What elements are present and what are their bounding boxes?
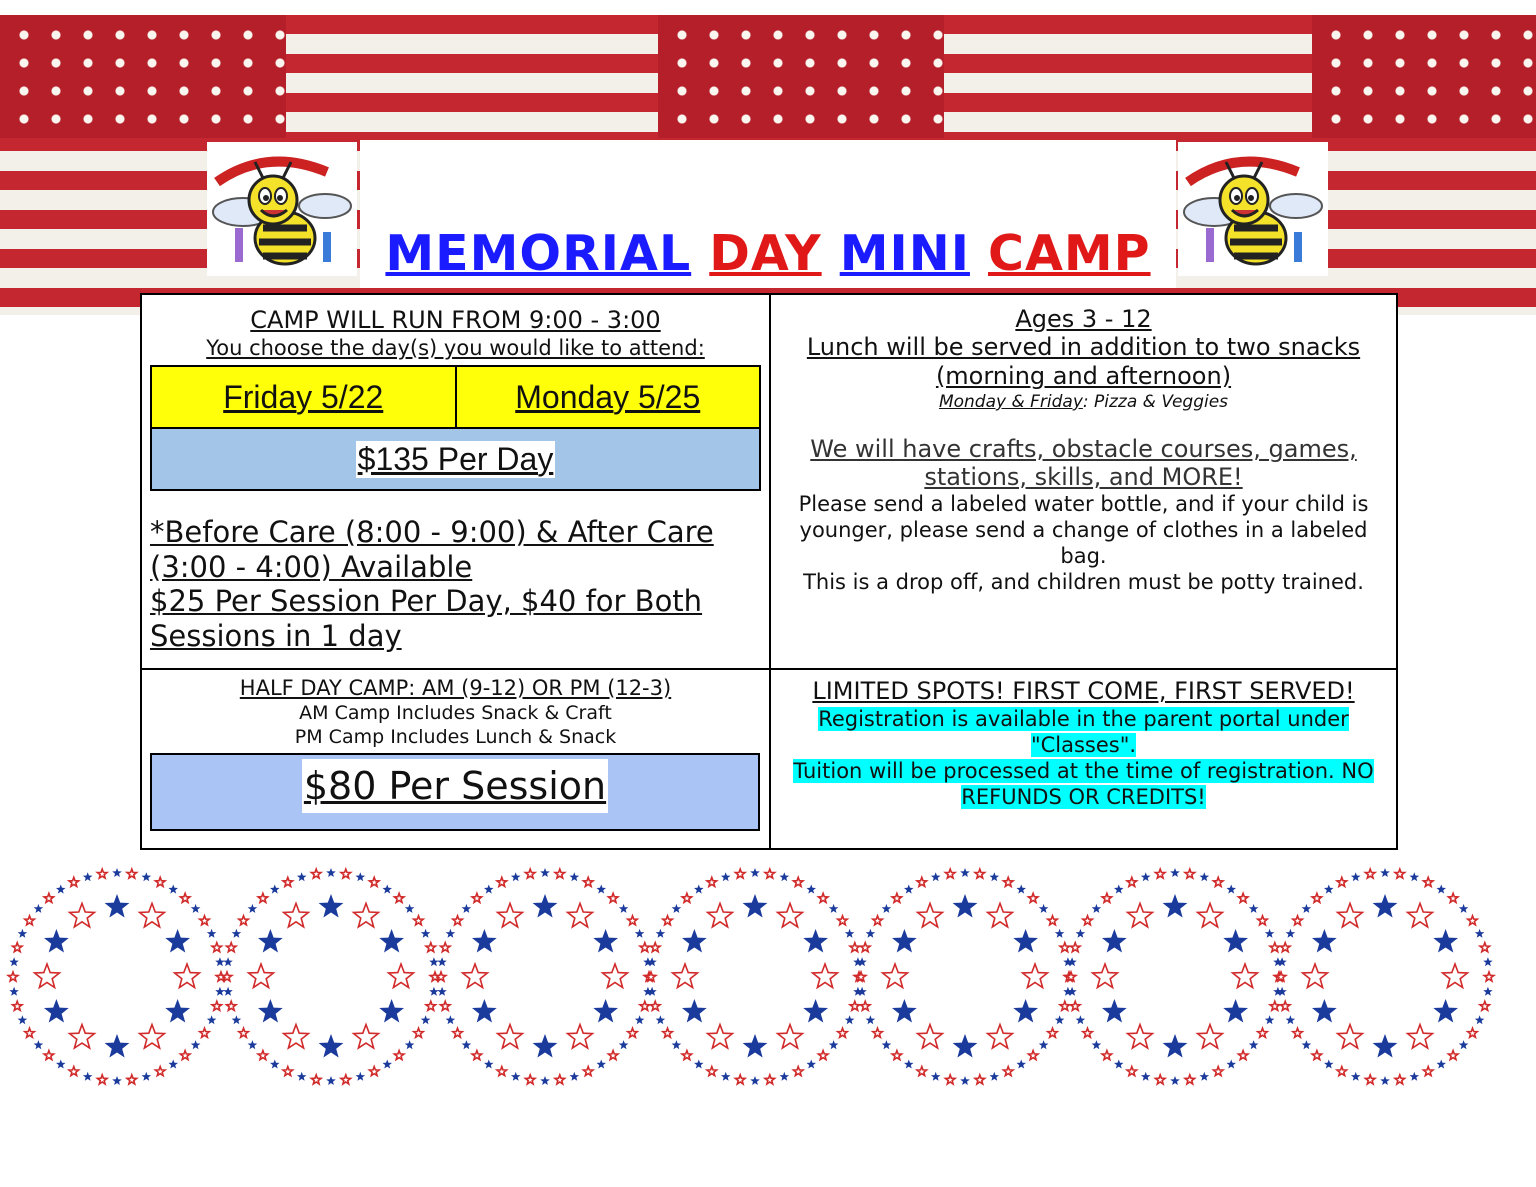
pm-camp-text: PM Camp Includes Lunch & Snack [294,726,617,748]
lunch-text: Lunch will be served in addition to two snacks (morning and afternoon) [806,333,1361,390]
title-panel [360,140,1176,288]
menu-days: Monday & Friday [938,392,1083,412]
am-camp-text: AM Camp Includes Snack & Craft [299,702,612,724]
care-pricing: $25 Per Session Per Day, $40 for Both Sessions in 1 day [150,584,703,653]
water-bottle-text: Please send a labeled water bottle, and if your child is younger, please send a change of clothes in a labeled bag. [798,492,1369,568]
flag-stars-right [1312,15,1536,138]
extended-care-info [150,515,762,653]
bee-logo-left [207,142,357,276]
day-option-friday: Friday 5/22 [223,378,384,415]
limited-spots-heading: LIMITED SPOTS! FIRST COME, FIRST SERVED! [812,677,1355,705]
schedule-subheading: You choose the day(s) you would like to attend: [206,336,705,360]
flag-stars-left [0,15,286,138]
session-price-box [150,753,760,831]
half-day-heading: HALF DAY CAMP: AM (9-12) OR PM (12-3) [239,676,672,700]
day-option-monday: Monday 5/25 [455,367,760,427]
portal-text-wrap [771,706,1396,758]
care-hours: *Before Care (8:00 - 9:00) & After Care (3:00 - 4:00) Available [150,515,714,584]
session-price: $80 Per Session [302,759,608,813]
menu-food: : Pizza & Veggies [1082,392,1229,412]
ages-text: Ages 3 - 12 [1015,305,1152,333]
registration-cell [771,670,1396,848]
schedule-cell [142,295,769,668]
daily-price-row [152,427,759,489]
bee-mascot-icon [207,142,357,276]
info-table [140,293,1398,850]
title-word-camp: CAMP [988,225,1151,282]
day-options-box [150,365,761,491]
bee-logo-right [1178,142,1328,276]
menu-text [771,391,1396,413]
title-word-mini: MINI [839,225,970,282]
title-word-day: DAY [709,225,822,282]
title-word-memorial: MEMORIAL [385,225,692,282]
tuition-text: Tuition will be processed at the time of registration. NO REFUNDS OR CREDITS! [793,759,1374,809]
flag-stars-center [658,15,944,138]
bee-mascot-icon [1178,142,1328,276]
tuition-text-wrap [771,758,1396,810]
activities-text: We will have crafts, obstacle courses, games, stations, skills, and MORE! [810,435,1357,491]
details-cell [771,295,1396,668]
schedule-heading: CAMP WILL RUN FROM 9:00 - 3:00 [250,306,661,334]
half-day-cell [142,670,769,848]
star-wreath-row [0,860,1536,1100]
dropoff-text: This is a drop off, and children must be potty trained. [803,570,1364,594]
daily-price: $135 Per Day [357,440,554,477]
portal-text: Registration is available in the parent portal under "Classes". [818,707,1349,757]
page-title [360,226,1176,282]
